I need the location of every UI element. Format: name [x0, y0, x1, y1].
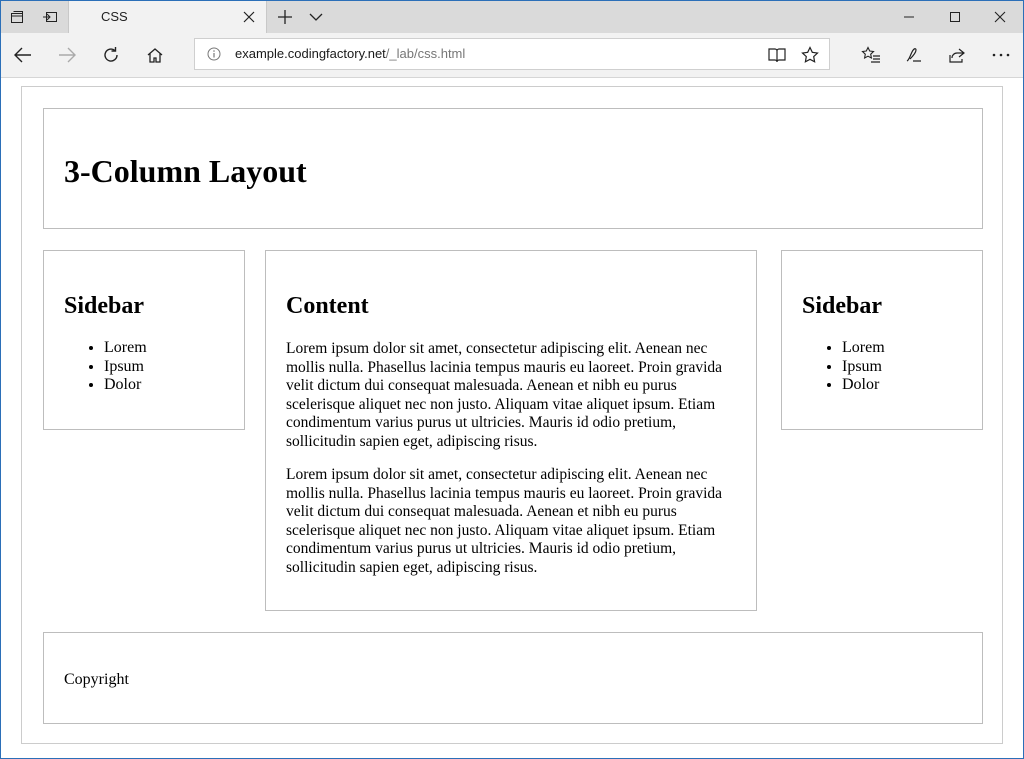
content-heading: Content [286, 293, 369, 319]
right-sidebar-heading: Sidebar [802, 293, 883, 319]
list-item: • Lorem [842, 339, 885, 358]
star-icon[interactable] [798, 43, 822, 67]
list-item: • Lorem [104, 339, 147, 358]
page-header [43, 108, 983, 229]
content-paragraph: Lorem ipsum dolor sit amet, consectetur adipiscing elit. Aenean nec mollis nulla. Phasellus lacinia tempus mauris eu laoreet. Proin gravida velit dictum dui consequat malesuada. Aenean et nibh eu purus scelerisque aliquet nec non justo. Aliquam vitae aliquet ipsum. Etiam condimentum varius purus ut ultricies. Mauris id odio pretium, sollicitudin sapien eget, adipiscing risus. [286, 340, 723, 450]
content-paragraph: Lorem ipsum dolor sit amet, consectetur adipiscing elit. Aenean nec mollis nulla. Phasellus lacinia tempus mauris eu laoreet. Proin gravida velit dictum dui consequat malesuada. Aenean et nibh eu purus scelerisque aliquet nec non justo. Aliquam vitae aliquet ipsum. Etiam condimentum varius purus ut ultricies. Mauris id odio pretium, sollicitudin sapien eget, adipiscing risus. [286, 466, 723, 576]
home-icon[interactable] [133, 33, 177, 77]
copyright-text: Copyright [64, 671, 129, 688]
page-footer [43, 632, 983, 724]
right-sidebar [781, 250, 983, 430]
list-item: • Dolor [104, 376, 147, 395]
info-icon[interactable] [207, 47, 221, 61]
address-bar[interactable] [194, 38, 830, 70]
list-item: • Ipsum [104, 358, 147, 377]
tab-css[interactable] [68, 1, 267, 33]
left-sidebar-list [64, 339, 147, 395]
pen-icon[interactable] [891, 33, 935, 77]
share-icon[interactable] [935, 33, 979, 77]
more-icon[interactable] [979, 33, 1023, 77]
main-content [265, 250, 757, 611]
url-path: /_lab/css.html [385, 46, 466, 61]
page-container [21, 86, 1003, 744]
page-viewport [1, 78, 1023, 758]
navigation-bar [1, 33, 1023, 78]
maximize-icon[interactable] [932, 1, 978, 33]
tab-bar [1, 1, 1023, 33]
close-window-icon[interactable] [977, 1, 1023, 33]
book-icon[interactable] [765, 43, 789, 67]
close-tab-icon[interactable] [240, 8, 258, 26]
right-sidebar-list [802, 339, 885, 395]
plus-icon[interactable] [269, 1, 301, 33]
refresh-icon[interactable] [89, 33, 133, 77]
tab-title: CSS [101, 9, 128, 24]
left-sidebar [43, 250, 245, 430]
left-sidebar-heading: Sidebar [64, 293, 145, 319]
set-tabs-aside-icon[interactable] [34, 1, 66, 33]
favorites-list-icon[interactable] [849, 33, 893, 77]
list-item: • Dolor [842, 376, 885, 395]
list-item: • Ipsum [842, 358, 885, 377]
url-text[interactable] [235, 46, 465, 61]
page-title: 3-Column Layout [64, 153, 307, 189]
chevron-down-icon[interactable] [300, 1, 332, 33]
minimize-icon[interactable] [886, 1, 932, 33]
tab-manager-icon[interactable] [1, 1, 33, 33]
arrow-right-icon[interactable] [45, 33, 89, 77]
url-host: example.codingfactory.net [235, 46, 386, 61]
arrow-left-icon[interactable] [1, 33, 45, 77]
